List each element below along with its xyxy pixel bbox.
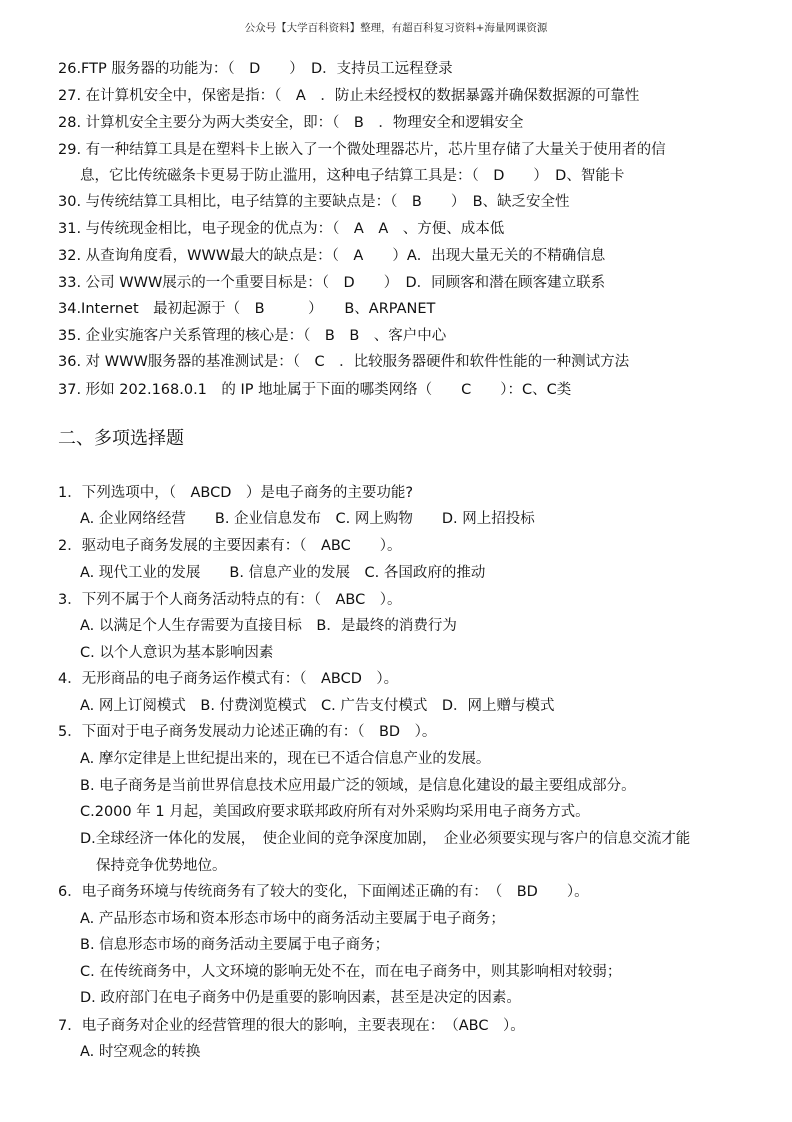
question-31: 31. 与传统现金相比，电子现金的优点为：（ A A 、方便、成本低 [58,221,505,237]
mc-question-7: 7．电子商务对企业的经营管理的很大的影响，主要表现在： （ABC ）。 [58,1018,525,1034]
mc-option-5b: B. 电子商务是当前世界信息技术应用最广泛的领域，是信息化建设的最主要组成部分。 [80,778,636,794]
mc-option-5c: C.2000 年 1 月起，美国政府要求联邦政府所有对外采购均采用电子商务方式。 [80,804,590,820]
question-34: 34.Internet 最初起源于（ B ） B、ARPANET [58,301,436,317]
mc-option-6d: D. 政府部门在电子商务中仍是重要的影响因素，甚至是决定的因素。 [80,990,521,1006]
question-37: 37. 形如 202.168.0.1 的 IP 地址属于下面的哪类网络（ C ）：C、C类 [58,382,572,398]
mc-option-7a: A. 时空观念的转换 [80,1044,201,1060]
page-header: 公众号【大学百科资料】整理，有超百科复习资料+海量网课资源 [244,22,548,34]
question-36: 36. 对 WWW服务器的基准测试是：（ C ．比较服务器硬件和软件性能的一种测试方法 [58,354,630,370]
question-33: 33. 公司 WWW展示的一个重要目标是：（ D ） D．同顾客和潜在顾客建立联系 [58,275,606,291]
mc-options-3a: A. 以满足个人生存需要为直接目标 B．是最终的消费行为 [80,618,457,634]
mc-options-4: A. 网上订阅模式 B. 付费浏览模式 C. 广告支付模式 D．网上赠与模式 [80,698,555,714]
question-26: 26.FTP 服务器的功能为：（ D ） D．支持员工远程登录 [58,61,453,77]
question-27: 27. 在计算机安全中，保密是指：（ A ．防止未经授权的数据暴露并确保数据源的可靠性 [58,88,640,104]
mc-question-6: 6．电子商务环境与传统商务有了较大的变化，下面阐述正确的有： （ BD ）。 [58,884,589,900]
mc-options-2: A. 现代工业的发展 B. 信息产业的发展 C. 各国政府的推动 [80,565,486,581]
mc-option-6a: A. 产品形态市场和资本形态市场中的商务活动主要属于电子商务； [80,911,505,927]
mc-question-2: 2．驱动电子商务发展的主要因素有：（ ABC ）。 [58,538,402,554]
question-29-continued: 息，它比传统磁条卡更易于防止滥用，这种电子结算工具是：（ D ） D、智能卡 [80,168,625,184]
question-30: 30. 与传统结算工具相比，电子结算的主要缺点是：（ B ） B、缺乏安全性 [58,194,570,210]
mc-options-1: A. 企业网络经营 B. 企业信息发布 C. 网上购物 D. 网上招投标 [80,511,535,527]
section-title-multiple-choice: 二、多项选择题 [58,428,184,449]
mc-options-3b: C. 以个人意识为基本影响因素 [80,645,274,661]
mc-question-4: 4．无形商品的电子商务运作模式有：（ ABCD ）。 [58,671,399,687]
mc-option-5d: D.全球经济一体化的发展， 使企业间的竞争深度加剧， 企业必须要实现与客户的信息交流才能 [80,831,691,847]
question-28: 28. 计算机安全主要分为两大类安全，即：（ B ．物理安全和逻辑安全 [58,115,524,131]
question-35: 35. 企业实施客户关系管理的核心是：（ B B 、客户中心 [58,328,447,344]
mc-option-6b: B. 信息形态市场的商务活动主要属于电子商务； [80,937,390,953]
mc-option-5a: A. 摩尔定律是上世纪提出来的，现在已不适合信息产业的发展。 [80,751,491,767]
mc-question-5: 5．下面对于电子商务发展动力论述正确的有：（ BD ）。 [58,724,437,740]
question-29: 29. 有一种结算工具是在塑料卡上嵌入了一个微处理器芯片，芯片里存储了大量关于使用者的信 [58,142,666,158]
mc-option-6c: C. 在传统商务中，人文环境的影响无处不在，而在电子商务中，则其影响相对较弱； [80,964,622,980]
mc-question-1: 1．下列选项中，（ ABCD ）是电子商务的主要功能? [58,485,414,501]
mc-option-5d-continued: 保持竞争优势地位。 [96,858,227,874]
mc-question-3: 3．下列不属于个人商务活动特点的有：（ ABC ）。 [58,592,402,608]
question-32: 32. 从查询角度看，WWW最大的缺点是：（ A ）A．出现大量无关的不精确信息 [58,248,606,264]
